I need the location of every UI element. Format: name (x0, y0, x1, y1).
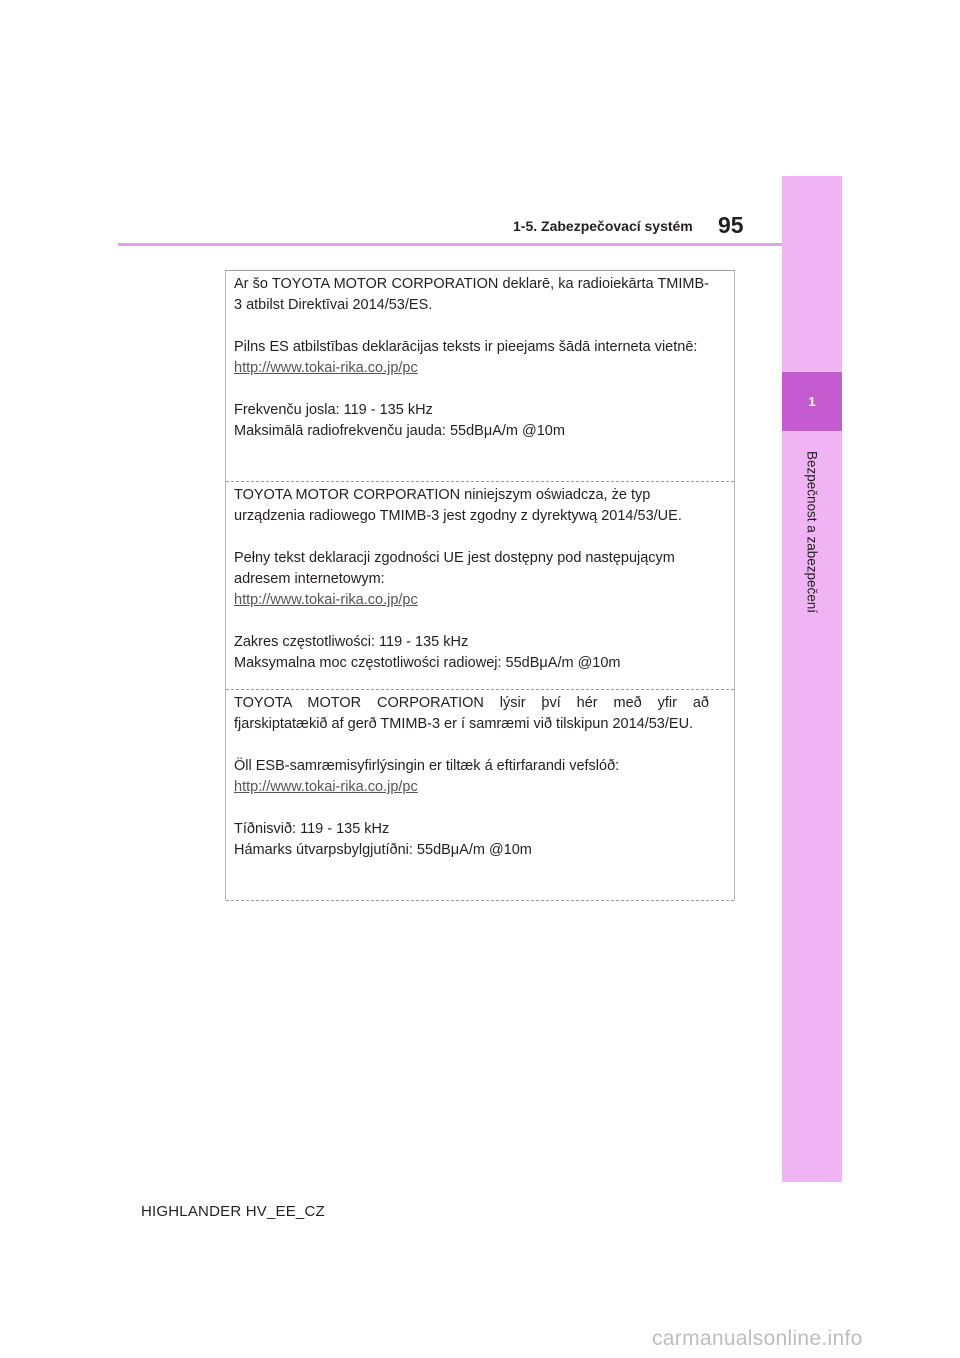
spacer (234, 735, 709, 756)
spacer (234, 379, 709, 400)
header-section-title: 1-5. Zabezpečovací systém (513, 218, 693, 234)
side-tab-chapter-title: Bezpečnost a zabezpečení (804, 450, 820, 614)
declaration-url-link[interactable]: http://www.tokai-rika.co.jp/pc (234, 360, 418, 376)
spacer (234, 527, 709, 548)
spacer (234, 798, 709, 819)
max-power: Maksimālā radiofrekvenču jauda: 55dBμA/m @10m (234, 423, 565, 439)
side-tab-chapter-number: 1 (782, 372, 842, 431)
declaration-url-link[interactable]: http://www.tokai-rika.co.jp/pc (234, 779, 418, 795)
full-text-intro: Pełny tekst deklaracji zgodności UE jest dostępny pod następującym adresem internetowym: (234, 550, 675, 587)
page-number: 95 (718, 212, 744, 238)
frequency-band: Tíðnisvið: 119 - 135 kHz (234, 821, 390, 837)
header-rule (118, 243, 782, 246)
declaration-section-polish (226, 482, 734, 690)
declaration-url-link[interactable]: http://www.tokai-rika.co.jp/pc (234, 592, 418, 608)
spacer (234, 316, 709, 337)
declaration-section-latvian (226, 271, 734, 482)
side-tab (782, 176, 842, 1182)
declaration-text: TOYOTA MOTOR CORPORATION niniejszym oświadcza, że typ urządzenia radiowego TMIMB-3 jest zgodny z dyrektywą 2014/53/UE. (234, 487, 682, 524)
declaration-text: TOYOTA MOTOR CORPORATION lýsir því hér með yfir að fjarskiptatækið af gerð TMIMB-3 er í samræmi við tilskipun 2014/53/EU. (234, 695, 709, 732)
spacer (234, 611, 709, 632)
declaration-section-icelandic (226, 690, 734, 901)
frequency-band: Zakres częstotliwości: 119 - 135 kHz (234, 634, 469, 650)
full-text-intro: Pilns ES atbilstības deklarācijas teksts ir pieejams šādā interneta vietnē: (234, 339, 698, 355)
max-power: Hámarks útvarpsbylgjutíðni: 55dBμA/m @10m (234, 842, 532, 858)
full-text-intro: Öll ESB-samræmisyfirlýsingin er tiltæk á eftirfarandi vefslóð: (234, 758, 620, 774)
watermark: carmanualsonline.info (652, 1327, 863, 1350)
declaration-text: Ar šo TOYOTA MOTOR CORPORATION deklarē, ka radioiekārta TMIMB-3 atbilst Direktīvai 2014/53/ES. (234, 276, 709, 313)
footer-model-code: HIGHLANDER HV_EE_CZ (141, 1203, 325, 1220)
max-power: Maksymalna moc częstotliwości radiowej: 55dBμA/m @10m (234, 655, 621, 671)
frequency-band: Frekvenču josla: 119 - 135 kHz (234, 402, 433, 418)
declaration-box (225, 270, 735, 900)
